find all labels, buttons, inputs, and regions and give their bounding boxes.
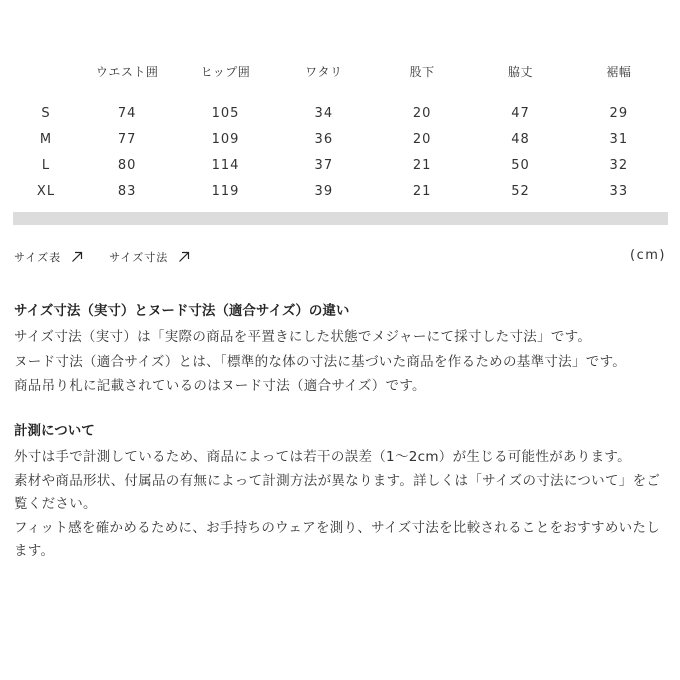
cell: 83 <box>117 183 137 199</box>
section-line: 商品吊り札に記載されているのはヌード寸法（適合サイズ）です。 <box>14 378 426 394</box>
section-title: 計測について <box>14 422 95 439</box>
cell: 20 <box>412 131 432 147</box>
notes <box>14 300 666 584</box>
cell: 119 <box>211 183 240 199</box>
table-row <box>14 152 668 178</box>
notes-section-difference <box>14 300 666 398</box>
section-line: サイズ寸法（実寸）は「実際の商品を平置きにした状態でメジャーにて採寸した寸法」です。 <box>14 329 592 345</box>
cell: XL <box>36 183 56 199</box>
external-arrow-icon <box>178 251 190 263</box>
section-title: サイズ寸法（実寸）とヌード寸法（適合サイズ）の違い <box>14 303 350 319</box>
section-line: フィット感を確かめるために、お手持ちのウェアを測り、サイズ寸法を比較されることをおすすめいたします。 <box>14 520 661 559</box>
cell: 114 <box>211 157 240 173</box>
cell: 29 <box>609 105 629 121</box>
external-arrow-icon <box>71 251 83 263</box>
header-hem-width: 裾幅 <box>606 64 632 79</box>
cell: 21 <box>412 157 432 173</box>
cell: 105 <box>211 105 240 121</box>
header-hip: ヒップ囲 <box>200 64 251 79</box>
size-chart-link[interactable] <box>14 249 83 265</box>
section-line: 外寸は手で計測しているため、商品によっては若干の誤差（1〜2cm）が生じる可能性があります。 <box>14 448 631 465</box>
cell: 32 <box>609 157 629 173</box>
header-size <box>14 56 78 86</box>
size-chart-link-label: サイズ表 <box>14 251 62 264</box>
cell: M <box>39 131 53 147</box>
cell: 33 <box>609 183 629 199</box>
cell: 50 <box>511 157 530 173</box>
divider-bar <box>13 212 668 225</box>
cell: 48 <box>511 131 530 147</box>
header-thigh: ワタリ <box>305 64 343 79</box>
cell: L <box>41 157 51 173</box>
header-inseam: 股下 <box>409 64 435 79</box>
table-row <box>14 100 668 126</box>
size-table <box>14 56 668 204</box>
cell: 74 <box>117 105 137 121</box>
cell: 77 <box>117 131 137 147</box>
section-line: 素材や商品形状、付属品の有無によって計測方法が異なります。詳しくは「サイズの寸法について」をご覧ください。 <box>14 473 661 512</box>
header-waist: ウエスト囲 <box>95 64 159 79</box>
header-side-length: 脇丈 <box>507 64 533 79</box>
cell: 39 <box>314 183 334 199</box>
unit-label: (cm) <box>630 248 666 263</box>
cell: 80 <box>117 157 137 173</box>
size-measure-link[interactable] <box>109 249 190 265</box>
cell: 109 <box>211 131 240 147</box>
section-line: ヌード寸法（適合サイズ）とは、「標準的な体の寸法に基づいた商品を作るための基準寸法」です。 <box>14 353 627 370</box>
cell: S <box>41 105 51 121</box>
size-links <box>14 248 216 266</box>
cell: 21 <box>412 183 432 199</box>
cell: 36 <box>314 131 334 147</box>
cell: 47 <box>511 105 530 121</box>
cell: 52 <box>511 183 530 199</box>
cell: 20 <box>412 105 432 121</box>
table-row <box>14 126 668 152</box>
cell: 34 <box>314 105 334 121</box>
table-row <box>14 178 668 204</box>
cell: 31 <box>609 131 629 147</box>
size-measure-link-label: サイズ寸法 <box>109 251 169 264</box>
cell: 37 <box>314 157 334 173</box>
table-header-row <box>14 56 668 86</box>
notes-section-measurement <box>14 420 666 563</box>
